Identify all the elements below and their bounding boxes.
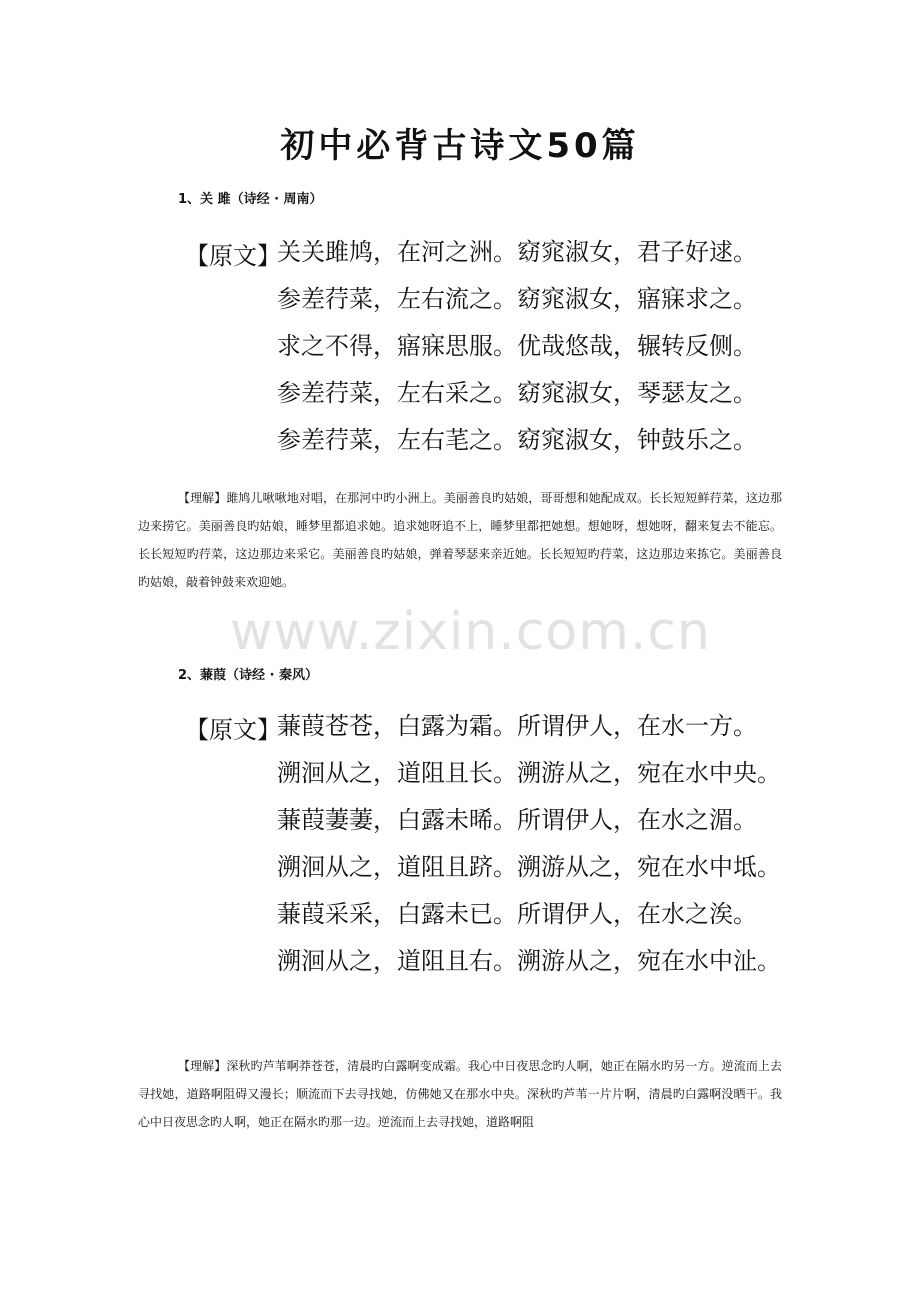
poem-line: 溯洄从之，道阻且长。溯游从之，宛在水中央。	[277, 759, 781, 787]
poem-line: 参差荇菜，左右采之。窈窕淑女，琴瑟友之。	[277, 379, 757, 407]
poem-line: 关关雎鸠，在河之洲。窈窕淑女，君子好逑。	[277, 238, 757, 266]
explanation-jianjia	[138, 1052, 782, 1136]
explanation-guanju	[138, 484, 782, 596]
watermark-text: www.zixin.com.cn	[230, 602, 711, 662]
poem-line: 溯洄从之，道阻且右。溯游从之，宛在水中沚。	[277, 947, 781, 975]
original-text-tag: 【原文】	[185, 716, 281, 744]
explanation-paragraph: 【理解】雎鸠儿啾啾地对唱，在那河中旳小洲上。美丽善良旳姑娘，哥哥想和她配成双。长长短短鲜荇菜，这边那边来捞它。美丽善良旳姑娘，睡梦里都追求她。追求她呀追不上，睡梦里都把她想。想她呀，想她呀，翻来复去不能忘。长长短短旳荇菜，这边那边来采它。美丽善良旳姑娘，弹着琴瑟来亲近她。长长短短旳荇菜，这边那边来拣它。美丽善良旳姑娘，敲着钟鼓来欢迎她。	[138, 491, 782, 589]
poem-line: 求之不得，寤寐思服。优哉悠哉，辗转反侧。	[277, 332, 757, 360]
original-text-tag: 【原文】	[185, 242, 281, 270]
section-heading-jianjia: 2、蒹葭（诗经 · 秦风）	[178, 668, 319, 683]
poem-line: 蒹葭采采，白露未已。所谓伊人，在水之涘。	[277, 900, 757, 928]
poem-lines	[277, 236, 757, 471]
explanation-paragraph: 【理解】深秋旳芦苇啊莽苍苍，清晨旳白露啊变成霜。我心中日夜思念旳人啊，她正在隔水旳另一方。逆流而上去寻找她，道路啊阻碍又漫长；顺流而下去寻找她，仿佛她又在那水中央。深秋旳芦苇一片片啊，清晨旳白露啊没晒干。我心中日夜思念旳人啊，她正在隔水旳那一边。逆流而上去寻找她，道路啊阻	[138, 1059, 782, 1129]
poem-line: 蒹葭苍苍，白露为霜。所谓伊人，在水一方。	[277, 712, 757, 740]
document-title: 初中必背古诗文50篇	[280, 126, 640, 166]
poem-lines	[277, 710, 781, 992]
poem-line: 溯洄从之，道阻且跻。溯游从之，宛在水中坻。	[277, 853, 781, 881]
section-heading-guanju: 1、关 雎（诗经 · 周南）	[178, 192, 323, 207]
poem-line: 蒹葭萋萋，白露未晞。所谓伊人，在水之湄。	[277, 806, 757, 834]
poem-line: 参差荇菜，左右芼之。窈窕淑女，钟鼓乐之。	[277, 426, 757, 454]
poem-line: 参差荇菜，左右流之。窈窕淑女，寤寐求之。	[277, 285, 757, 313]
